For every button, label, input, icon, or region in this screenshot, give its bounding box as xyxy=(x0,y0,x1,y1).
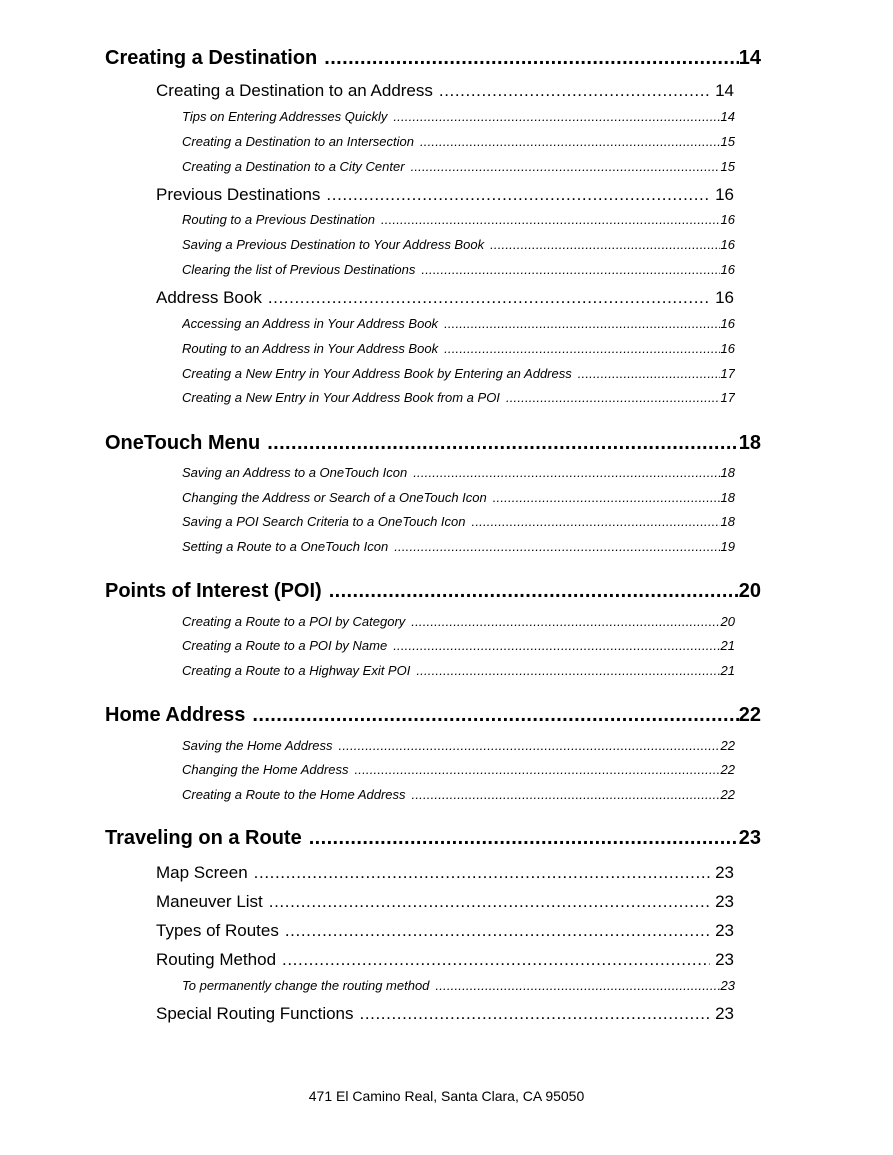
toc-entry-title: Creating a Route to a POI by Name xyxy=(182,638,388,653)
toc-entry-title: Routing Method xyxy=(156,950,277,969)
dot-leader xyxy=(413,465,719,480)
toc-entry-title: Creating a Route to a POI by Category xyxy=(182,614,406,629)
dot-leader xyxy=(393,109,719,124)
toc-page-number: 20 xyxy=(738,580,761,602)
dot-leader xyxy=(444,316,719,331)
toc-page-number: 16 xyxy=(720,212,735,227)
toc-entry-title: Accessing an Address in Your Address Book xyxy=(182,316,439,331)
toc-page-number: 22 xyxy=(738,704,761,726)
toc-entry-title: Maneuver List xyxy=(156,892,263,911)
toc-entry-title: Address Book xyxy=(156,288,262,307)
toc-subsection-entry[interactable] xyxy=(182,109,735,124)
dot-leader xyxy=(490,237,719,252)
toc-page-number: 18 xyxy=(720,514,735,529)
toc-subsection-entry[interactable] xyxy=(182,237,735,252)
toc-entry-title: OneTouch Menu xyxy=(105,432,261,454)
toc-chapter-entry[interactable] xyxy=(105,580,761,603)
toc-subsection-entry[interactable] xyxy=(182,134,735,149)
toc-entry-title: Previous Destinations xyxy=(156,185,321,204)
toc-subsection-entry[interactable] xyxy=(182,539,735,554)
toc-entry-title: Map Screen xyxy=(156,863,248,882)
toc-entry-title: Traveling on a Route xyxy=(105,827,302,849)
toc-page-number: 23 xyxy=(715,892,734,911)
toc-subsection-entry[interactable] xyxy=(182,738,735,753)
toc-page-number: 16 xyxy=(720,316,735,331)
dot-leader xyxy=(435,978,719,993)
toc-entry-title: Types of Routes xyxy=(156,921,279,940)
toc-page-number: 22 xyxy=(720,762,735,777)
toc-page-number: 23 xyxy=(715,950,734,969)
toc-entry-title: Creating a Destination to an Intersection xyxy=(182,134,414,149)
toc-page-number: 16 xyxy=(715,185,734,204)
dot-leader xyxy=(324,47,738,70)
dot-leader xyxy=(309,827,739,850)
footer-address: 471 El Camino Real, Santa Clara, CA 95050 xyxy=(308,1088,585,1104)
toc-section-entry[interactable] xyxy=(156,950,734,970)
dot-leader xyxy=(354,762,719,777)
toc-entry-title: Creating a Destination to an Address xyxy=(156,81,433,100)
dot-leader xyxy=(412,787,720,802)
toc-entry-title: Changing the Address or Search of a OneTouch Icon xyxy=(182,490,487,505)
toc-section-entry[interactable] xyxy=(156,288,734,308)
toc-entry-title: Creating a Route to a Highway Exit POI xyxy=(182,663,411,678)
toc-page-number: 16 xyxy=(720,341,735,356)
dot-leader xyxy=(416,663,719,678)
toc-subsection-entry[interactable] xyxy=(182,159,735,174)
toc-chapter-entry[interactable] xyxy=(105,827,761,850)
toc-entry-title: Routing to a Previous Destination xyxy=(182,212,375,227)
toc-page-number: 20 xyxy=(720,614,735,629)
toc-entry-title: Creating a Route to the Home Address xyxy=(182,787,406,802)
toc-subsection-entry[interactable] xyxy=(182,212,735,227)
toc-page-number: 16 xyxy=(720,237,735,252)
dot-leader xyxy=(360,1004,711,1024)
dot-leader xyxy=(252,704,738,727)
dot-leader xyxy=(381,212,720,227)
toc-page-number: 18 xyxy=(720,465,735,480)
toc-page-number: 15 xyxy=(720,134,735,149)
toc-subsection-entry[interactable] xyxy=(182,514,735,529)
toc-subsection-entry[interactable] xyxy=(182,465,735,480)
toc-section-entry[interactable] xyxy=(156,81,734,101)
dot-leader xyxy=(444,341,719,356)
toc-section-entry[interactable] xyxy=(156,921,734,941)
toc-entry-title: Saving the Home Address xyxy=(182,738,333,753)
toc-subsection-entry[interactable] xyxy=(182,490,735,505)
toc-page-number: 22 xyxy=(720,738,735,753)
dot-leader xyxy=(506,390,720,405)
toc-subsection-entry[interactable] xyxy=(182,638,735,653)
toc-entry-title: Creating a New Entry in Your Address Book by Entering an Address xyxy=(182,366,572,381)
toc-section-entry[interactable] xyxy=(156,892,734,912)
toc-subsection-entry[interactable] xyxy=(182,341,735,356)
toc-entry-title: Saving a POI Search Criteria to a OneTouch Icon xyxy=(182,514,466,529)
toc-subsection-entry[interactable] xyxy=(182,663,735,678)
dot-leader xyxy=(472,514,720,529)
dot-leader xyxy=(285,921,710,941)
dot-leader xyxy=(411,159,720,174)
toc-page-number: 21 xyxy=(720,638,735,653)
toc-subsection-entry[interactable] xyxy=(182,762,735,777)
toc-chapter-entry[interactable] xyxy=(105,47,761,70)
toc-section-entry[interactable] xyxy=(156,1004,734,1024)
dot-leader xyxy=(326,185,710,205)
dot-leader xyxy=(269,892,710,912)
toc-subsection-entry[interactable] xyxy=(182,978,735,993)
dot-leader xyxy=(394,539,719,554)
toc-page-number: 23 xyxy=(715,921,734,940)
toc-section-entry[interactable] xyxy=(156,185,734,205)
toc-page-number: 23 xyxy=(715,863,734,882)
toc-entry-title: Changing the Home Address xyxy=(182,762,349,777)
toc-entry-title: To permanently change the routing method xyxy=(182,978,430,993)
toc-page-number: 14 xyxy=(720,109,735,124)
toc-page-number: 14 xyxy=(738,47,761,69)
toc-subsection-entry[interactable] xyxy=(182,614,735,629)
toc-page-number: 15 xyxy=(720,159,735,174)
dot-leader xyxy=(578,366,720,381)
toc-page-number: 16 xyxy=(715,288,734,307)
dot-leader xyxy=(439,81,710,101)
toc-page-number: 16 xyxy=(720,262,735,277)
toc-chapter-entry[interactable] xyxy=(105,704,761,727)
toc-page-number: 22 xyxy=(720,787,735,802)
toc-page-number: 17 xyxy=(720,366,735,381)
toc-section-entry[interactable] xyxy=(156,863,734,883)
dot-leader xyxy=(268,288,710,308)
toc-page-number: 19 xyxy=(720,539,735,554)
dot-leader xyxy=(254,863,710,883)
toc-subsection-entry[interactable] xyxy=(182,316,735,331)
toc-entry-title: Saving an Address to a OneTouch Icon xyxy=(182,465,408,480)
dot-leader xyxy=(411,614,719,629)
toc-chapter-entry[interactable] xyxy=(105,432,761,455)
toc-entry-title: Points of Interest (POI) xyxy=(105,580,322,602)
toc-page-number: 23 xyxy=(738,827,761,849)
toc-entry-title: Creating a New Entry in Your Address Book from a POI xyxy=(182,390,500,405)
toc-entry-title: Creating a Destination xyxy=(105,47,318,69)
dot-leader xyxy=(339,738,720,753)
toc-subsection-entry[interactable] xyxy=(182,787,735,802)
toc-entry-title: Routing to an Address in Your Address Book xyxy=(182,341,439,356)
toc-entry-title: Special Routing Functions xyxy=(156,1004,354,1023)
toc-page-number: 14 xyxy=(715,81,734,100)
dot-leader xyxy=(421,262,719,277)
toc-entry-title: Tips on Entering Addresses Quickly xyxy=(182,109,388,124)
toc-subsection-entry[interactable] xyxy=(182,366,735,381)
toc-entry-title: Creating a Destination to a City Center xyxy=(182,159,405,174)
dot-leader xyxy=(420,134,720,149)
dot-leader xyxy=(393,638,719,653)
toc-page-number: 18 xyxy=(738,432,761,454)
toc-page-number: 18 xyxy=(720,490,735,505)
toc-subsection-entry[interactable] xyxy=(182,390,735,405)
dot-leader xyxy=(282,950,710,970)
dot-leader xyxy=(267,432,739,455)
toc-page-number: 23 xyxy=(715,1004,734,1023)
toc-entry-title: Setting a Route to a OneTouch Icon xyxy=(182,539,389,554)
toc-entry-title: Home Address xyxy=(105,704,246,726)
toc-subsection-entry[interactable] xyxy=(182,262,735,277)
toc-entry-title: Clearing the list of Previous Destinations xyxy=(182,262,416,277)
toc-page-number: 17 xyxy=(720,390,735,405)
toc-page-number: 23 xyxy=(720,978,735,993)
toc-entry-title: Saving a Previous Destination to Your Address Book xyxy=(182,237,485,252)
dot-leader xyxy=(329,580,739,603)
toc-page-number: 21 xyxy=(720,663,735,678)
dot-leader xyxy=(493,490,720,505)
